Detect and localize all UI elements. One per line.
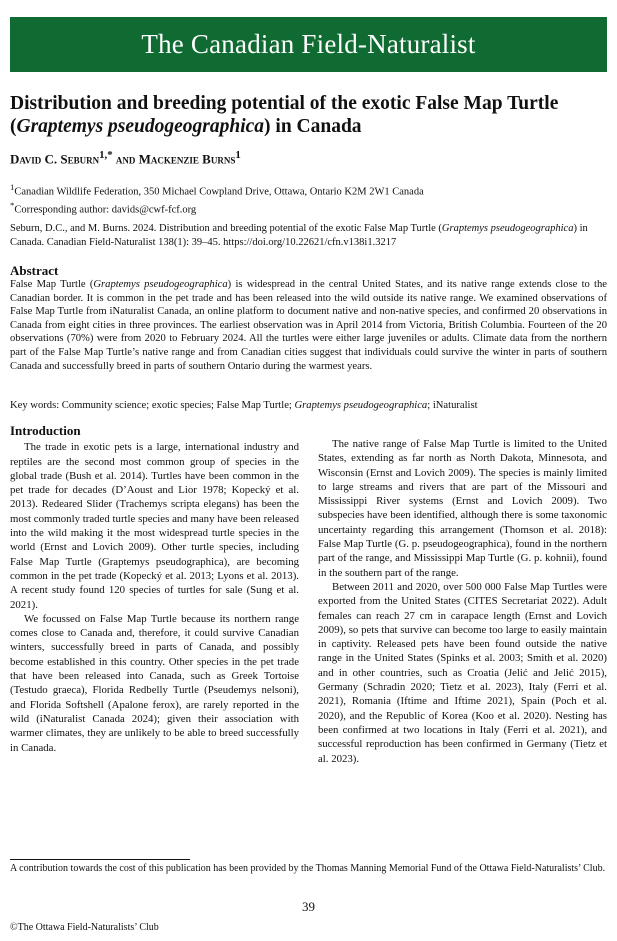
column-right [318,437,607,766]
introduction-heading: Introduction [10,423,81,438]
abstract-text: False Map Turtle ( [10,279,94,290]
keywords-text: Community science; exotic species; False Map Turtle; [59,400,295,411]
body-paragraph: Between 2011 and 2020, over 500 000 False Map Turtles were exported from the United States (CITES Secretariat 2022). Adult females can reach 27 cm in carapace length (Ernst and Lovich 2009), so pets that survive can become too large to easily maintain in captivity. Released pets have been found outside the native range in the United States (Spinks et al. 2003; Smith et al. 2020) and in other countries, such as Croatia (Jelić and Jelić 2015), Germany (Schradin 2020; Tietz et al. 2023), Italy (Ferri et al. 2021), Romania (Iftime and Iftime 2021), Spain (Poch et al. 2020), and the Republic of Korea (Koo et al. 2020). Nesting has been confirmed at two locations in Italy (Ferri et al. 2021), and successful reproduction has been confirmed in Germany (Tietz et al. 2023). [318,580,607,765]
article-title: Distribution and breeding potential of the exotic False Map Turtle (Graptemys pseudogeographica) in Canada [10,93,559,137]
title-end: ) in Canada [264,116,362,137]
keywords-text: ; iNaturalist [427,400,478,411]
author-list [10,149,607,167]
body-paragraph: The trade in exotic pets is a large, international industry and reptiles are the second most common group of species in the global trade (Bush et al. 2014). Turtles have been common in the pet trade for decades (D’Aoust and Lior 1978; Kopecký et al. 2013). Redeared Slider (Trachemys scripta elegans) has been the most commonly traded turtle species and many have been released into the wild making it the most widespread turtle species in the world (Ernst and Lovich 2009). Other turtle species, including False Map Turtle (Graptemys pseudographica), are becoming common in the pet trade (Kopecký et al. 2013; Lyons et al. 2013). A recent study found 120 species of turtles for sale (Sung et al. 2021). [10,441,299,611]
corresponding-line [10,199,607,217]
citation-text: Seburn, D.C., and M. Burns. 2024. Distribution and breeding potential of the exotic False Map Turtle ( [10,223,442,234]
citation [10,222,607,249]
abstract-text: ) is widespread in the central United States, and its native range extends close to the Canadian border. It is common in the pet trade and has been released into the wild outside its native range. We examined observations of False Map Turtle from iNaturalist Canada, an online platform to document native and non-native species, and confirmed 20 observations in Canada from eight cities in three provinces. The earliest observation was in April 2014 from Victoria, British Columbia. Fourteen of the 20 observations (70%) were from 2020 to February 2024. All the turtles were either large juveniles or adults. Climate data from the northern part of the False Map Turtle’s native range and from Canadian cities suggest that individuals could survive the winter in parts of southern Canada and successfully breed in parts of southern Ontario during the warmest years. [10,279,607,372]
citation-text: ) in Canada. Canadian Field-Naturalist 138(1): 39–45. https://doi.org/10.22621/cfn.v138i1.3217 [10,223,588,248]
affiliation-line [10,181,607,199]
body-paragraph: We focussed on False Map Turtle because its northern range comes close to Canada and, therefore, it could survive Canadian winters, successfully breed in parts of Canada, and possibly become established in this country. Other species in the pet trade that have been released into Canada, such as Greek Tortoise (Testudo graeca), Florida Redbelly Turtle (Pseudemys nelsoni), and Florida Softshell (Apalone ferox), are rarely reported in the wild (iNaturalist Canada 2024); given their association with warmer climates, they are unlikely to be able to breed successfully in Canada. [10,612,299,754]
affiliation-text: Canadian Wildlife Federation, 350 Michael Cowpland Drive, Ottawa, Ontario K2M 2W1 Canada [14,186,424,198]
journal-banner [10,17,607,72]
abstract-body [10,278,607,373]
author-superscript: 1 [235,149,241,161]
author-name: Mackenzie Burns [138,151,236,167]
keywords [10,399,607,413]
copyright-notice: ©The Ottawa Field-Naturalists’ Club [10,922,159,933]
affiliations [10,181,607,216]
abstract-species: Graptemys pseudogeographica [93,279,228,290]
journal-name: The Canadian Field-Naturalist [141,29,476,59]
title-text: Distribution and breeding potential of the exotic False Map Turtle [10,93,559,114]
keywords-label: Key words: [10,400,60,411]
corresponding-author: Corresponding author: davids@cwf-fcf.org [14,204,197,215]
citation-species: Graptemys pseudogeographica [441,223,574,234]
corresponding-superscript: * [10,199,15,210]
keywords-species: Graptemys pseudogeographica [294,400,428,411]
body-paragraph: The native range of False Map Turtle is limited to the United States, extending as far north as North Dakota, Minnesota, and Wisconsin (Ernst and Lovich 2009). The species is mainly limited to large streams and rivers that are part of the Missouri and Mississippi River systems (Ernst and Lovich 2009). Two subspecies have been identified, although there is some taxonomic uncertainty regarding this arrangement (Thomson et al. 2018): False Map Turtle (G. p. pseudogeographica), found in the northern part of the range, and Mississippi Map Turtle (G. p. kohnii), found in the southern part of the range. [318,438,607,579]
footnote-divider [10,859,190,860]
affiliation-superscript: 1 [10,182,15,192]
author-superscript: 1,* [99,149,113,161]
funding-footnote: A contribution towards the cost of this publication has been provided by the Thomas Manning Memorial Fund of the Ottawa Field-Naturalists’ Club. [10,863,606,874]
column-left [10,424,299,755]
title-species: Graptemys pseudogeographica [16,116,265,137]
author-separator: and [112,151,139,167]
abstract-heading: Abstract [10,263,59,278]
author-name: David C. Seburn [10,151,100,167]
page-number: 39 [302,899,315,914]
